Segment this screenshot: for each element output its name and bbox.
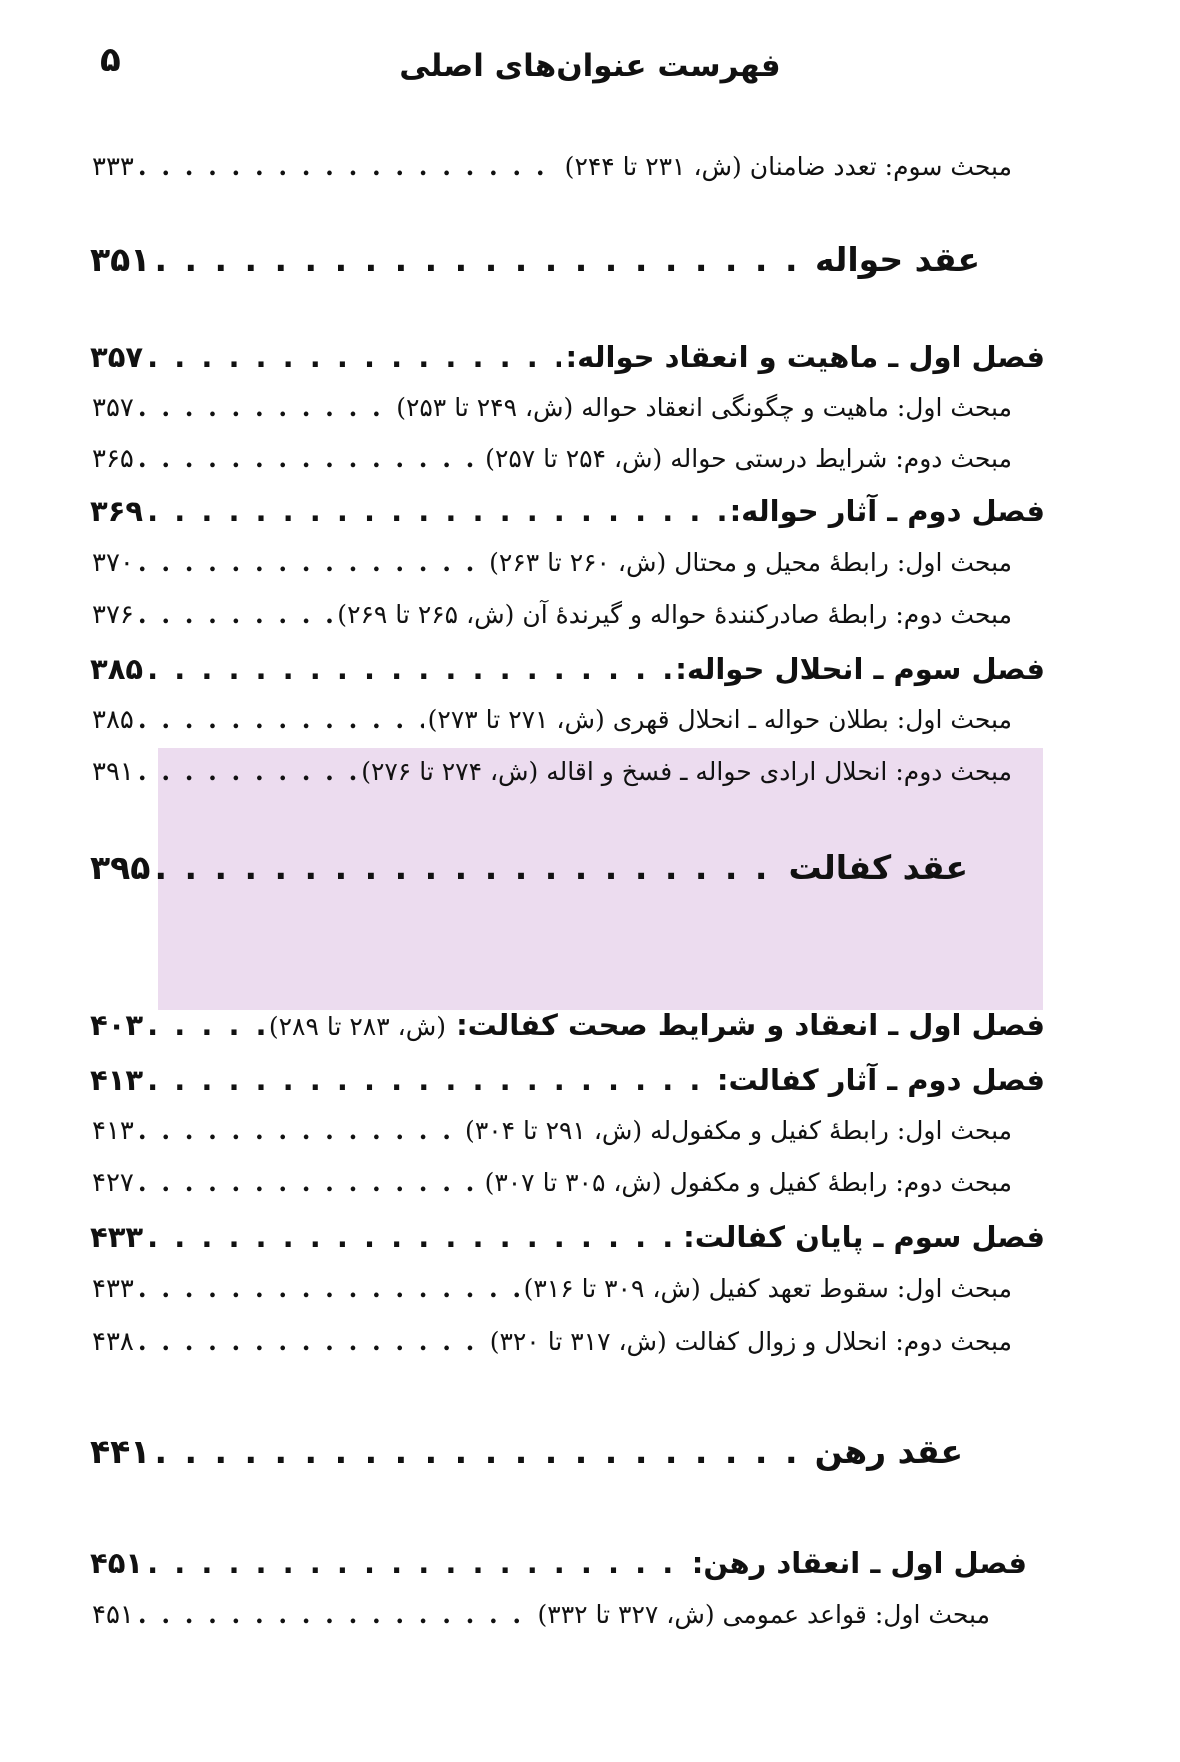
toc-leader [138, 1600, 534, 1629]
toc-leader [147, 1220, 679, 1254]
toc-row [92, 444, 1012, 488]
toc-leader [154, 848, 784, 887]
toc-row [92, 1600, 1012, 1644]
toc-page: ۴۳۸ [92, 1327, 134, 1357]
toc-row [90, 1220, 1045, 1264]
toc-leader [138, 757, 357, 786]
toc-leader [147, 1546, 688, 1580]
toc-row [92, 1327, 1012, 1371]
toc-row [90, 848, 1045, 892]
toc-leader [138, 548, 485, 577]
toc-leader [147, 494, 725, 528]
toc-title: مبحث دوم: انحلال و زوال کفالت (ش، ۳۱۷ تا ۳۲۰) [489, 1327, 1012, 1356]
toc-row [90, 1432, 1045, 1476]
toc-leader [154, 240, 811, 279]
toc-row [92, 600, 1012, 644]
toc-leader [138, 393, 392, 422]
toc-row [92, 152, 1012, 196]
toc-row [92, 1168, 1012, 1212]
toc-page: ۴۱۳ [92, 1116, 134, 1146]
toc-title: مبحث اول: بطلان حواله ـ انحلال قهری (ش، ۲۷۱ تا ۲۷۳) [427, 705, 1012, 734]
toc-page: ۳۳۳ [92, 152, 134, 182]
toc-row [90, 494, 1045, 538]
toc-title-text: فصل اول ـ انعقاد و شرایط صحت کفالت: [456, 1008, 1045, 1042]
page-number: ۵ [100, 40, 121, 80]
toc-page: ۳۸۵ [90, 652, 144, 686]
toc-page: ۳۶۹ [90, 494, 144, 528]
toc-page: ۴۱۳ [90, 1063, 144, 1097]
toc-title: عقد رهن [814, 1432, 963, 1471]
toc-row [90, 340, 1045, 384]
toc-leader [154, 1432, 810, 1471]
toc-title [269, 1008, 1045, 1042]
toc-leader [138, 600, 333, 629]
page-header-title: فهرست عنوان‌های اصلی [399, 48, 781, 84]
toc-row [92, 1116, 1012, 1160]
toc-row [90, 1546, 1045, 1590]
toc-page: ۳۸۵ [92, 705, 134, 735]
toc-leader [138, 152, 561, 181]
toc-title: مبحث اول: سقوط تعهد کفیل (ش، ۳۰۹ تا ۳۱۶) [523, 1274, 1012, 1303]
toc-leader [138, 1168, 481, 1197]
toc-page: ۴۴۱ [90, 1432, 151, 1471]
toc-leader [138, 1327, 486, 1356]
toc-title: مبحث اول: قواعد عمومی (ش، ۳۲۷ تا ۳۳۲) [537, 1600, 990, 1629]
toc-page: ۴۵۱ [90, 1546, 144, 1580]
toc-leader [147, 1008, 265, 1042]
toc-title: مبحث اول: ماهیت و چگونگی انعقاد حواله (ش، ۲۴۹ تا ۲۵۳) [396, 393, 1012, 422]
toc-title: فصل اول ـ ماهیت و انعقاد حواله: [565, 340, 1045, 374]
toc-leader [147, 652, 671, 686]
toc-page: ۳۹۱ [92, 757, 134, 787]
toc-page: ۳۶۵ [92, 444, 134, 474]
toc-title: مبحث اول: رابطهٔ محیل و محتال (ش، ۲۶۰ تا ۲۶۳) [489, 548, 1012, 577]
toc-title: فصل اول ـ انعقاد رهن: [691, 1546, 1027, 1580]
toc-title: عقد حواله [814, 240, 980, 279]
toc-page: ۳۹۵ [90, 848, 151, 887]
toc-page: ۴۲۷ [92, 1168, 134, 1198]
toc-row [90, 652, 1045, 696]
toc-row [90, 1063, 1045, 1107]
toc-page: ۴۰۳ [90, 1008, 144, 1042]
toc-page: ۴۳۳ [92, 1274, 134, 1304]
toc-page: ۳۵۷ [90, 340, 144, 374]
toc-leader [138, 1274, 520, 1303]
toc-title: مبحث دوم: شرایط درستی حواله (ش، ۲۵۴ تا ۲۵۷) [485, 444, 1012, 473]
toc-page: ۳۷۶ [92, 600, 134, 630]
toc-leader [138, 1116, 461, 1145]
toc-leader [138, 444, 481, 473]
toc-title-note: (ش، ۲۸۳ تا ۲۸۹) [268, 1012, 446, 1041]
toc-page: ۳۵۱ [90, 240, 151, 279]
toc-title: فصل سوم ـ انحلال حواله: [675, 652, 1045, 686]
toc-leader [147, 340, 561, 374]
toc-row [92, 705, 1012, 749]
toc-page: ۳۷۰ [92, 548, 134, 578]
toc-title: عقد کفالت [788, 848, 968, 887]
toc-row [90, 240, 1045, 284]
toc-row [92, 1274, 1012, 1318]
toc-row [92, 757, 1012, 801]
toc-page: ۴۳۳ [90, 1220, 144, 1254]
toc-title: فصل سوم ـ پایان کفالت: [683, 1220, 1045, 1254]
toc-row [92, 548, 1012, 592]
toc-title: مبحث دوم: رابطهٔ صادرکنندهٔ حواله و گیرندهٔ آن (ش، ۲۶۵ تا ۲۶۹) [337, 600, 1012, 629]
toc-title: مبحث اول: رابطهٔ کفیل و مکفول‌له (ش، ۲۹۱ تا ۳۰۴) [465, 1116, 1012, 1145]
toc-row [90, 1008, 1045, 1052]
toc-title: فصل دوم ـ آثار حواله: [729, 494, 1045, 528]
toc-title: فصل دوم ـ آثار کفالت: [716, 1063, 1045, 1097]
toc-leader [138, 705, 424, 734]
toc-title: مبحث سوم: تعدد ضامنان (ش، ۲۳۱ تا ۲۴۴) [564, 152, 1012, 181]
toc-leader [147, 1063, 713, 1097]
toc-title: مبحث دوم: انحلال ارادی حواله ـ فسخ و اقاله (ش، ۲۷۴ تا ۲۷۶) [361, 757, 1012, 786]
toc-title: مبحث دوم: رابطهٔ کفیل و مکفول (ش، ۳۰۵ تا ۳۰۷) [484, 1168, 1012, 1197]
toc-page: ۳۵۷ [92, 393, 134, 423]
toc-row [92, 393, 1012, 437]
toc-page: ۴۵۱ [92, 1600, 134, 1630]
